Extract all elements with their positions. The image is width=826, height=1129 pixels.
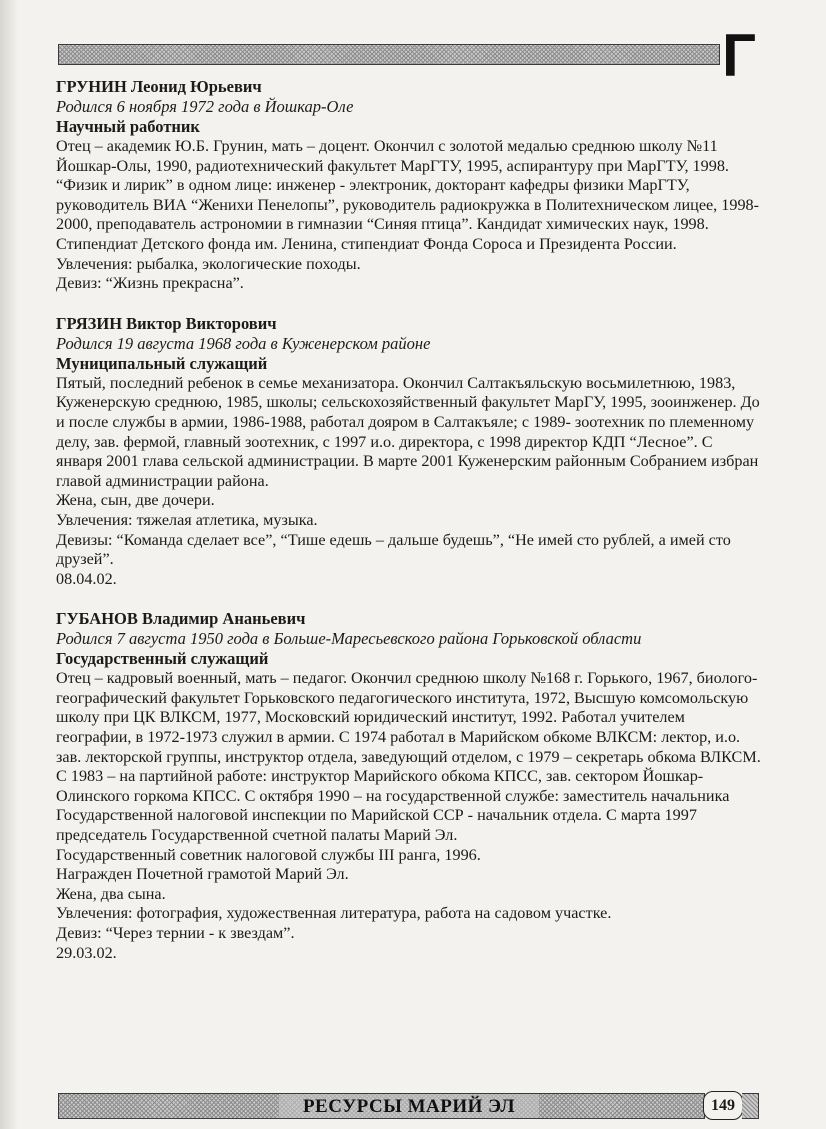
- page-content: [56, 77, 761, 983]
- bio-paragraph: Девиз: “Через тернии - к звездам”.: [56, 924, 295, 942]
- footer-hatched-bar: [58, 1093, 705, 1119]
- page-edge-shadow: [0, 0, 18, 1129]
- biography-text: [56, 137, 761, 294]
- birth-info: Родился 7 августа 1950 года в Больше-Маресьевского района Горьковской области: [56, 629, 642, 649]
- occupation: Научный работник: [56, 117, 200, 136]
- bio-paragraph: 29.03.02.: [56, 943, 117, 962]
- bio-paragraph: Государственный советник налоговой службы III ранга, 1996.: [56, 845, 481, 864]
- bio-paragraph: Пятый, последний ребенок в семье механизатора. Окончил Салтакъяльскую восьмилетнюю, 1983, Куженерскую среднюю, 1985, школы; сельскохозяйственный факультет МарГУ, 1995, зооинженер. До и после службы в армии, 1986-1988, работал дояром в Салтакъяле; с 1989- зоотехник по племенному делу, зав. фермой, главный зоотехник, с 1997 и.о. директора, с 1998 директор КДП “Лесное”. С января 2001 глава сельской администрации. В марте 2001 Куженерским районным Собранием избран главой администрации района.: [56, 373, 760, 490]
- occupation: Муниципальный служащий: [56, 353, 268, 373]
- footer-title: РЕСУРСЫ МАРИЙ ЭЛ: [279, 1094, 539, 1118]
- birth-info: Родился 19 августа 1968 года в Куженерском районе: [56, 333, 431, 353]
- bio-paragraph: Увлечения: фотография, художественная литература, работа на садовом участке.: [56, 904, 612, 923]
- person-name: ГУБАНОВ Владимир Ананьевич: [56, 609, 306, 629]
- page-number: 149: [703, 1091, 743, 1120]
- bio-paragraph: Девиз: “Жизнь прекрасна”.: [56, 274, 244, 293]
- bio-paragraph: Награжден Почетной грамотой Марий Эл.: [56, 865, 349, 884]
- person-name: ГРУНИН Леонид Юрьевич: [56, 77, 262, 96]
- footer-bar-tail: [742, 1093, 759, 1119]
- occupation: Государственный служащий: [56, 649, 269, 669]
- bio-paragraph: Отец – кадровый военный, мать – педагог. Окончил среднюю школу №168 г. Горького, 1967, биолого-географический факультет Горьковского педагогического института, 1972, Высшую комсомольскую школу при ЦК ВЛКСМ, 1977, Московский юридический институт, 1992. Работал учителем географии, в 1972-1973 служил в армии. С 1974 работал в Марийском обкоме ВЛКСМ: лектор, и.о. зав. лекторской группы, инструктор отдела, заведующий отделом, с 1979 – секретарь обкома ВЛКСМ. С 1983 – на партийной работе: инструктор Марийского обкома КПСС, зав. сектором Йошкар-Олинского горкома КПСС. С октября 1990 – на государственной службе: заместитель начальника Государственной налоговой инспекции по Марийской ССР - начальник отдела. С марта 1997 председатель Государственной счетной палаты Марий Эл.: [56, 669, 761, 845]
- bio-paragraph: Увлечения: рыбалка, экологические походы.: [56, 254, 361, 273]
- biography-entry-grunin: [56, 77, 761, 294]
- biography-text: [56, 669, 761, 963]
- bio-paragraph: Жена, сын, две дочери.: [56, 491, 215, 510]
- biography-text: [56, 374, 761, 590]
- section-letter: Г: [722, 22, 757, 89]
- bio-paragraph: Увлечения: тяжелая атлетика, музыка.: [56, 510, 318, 529]
- biography-entry-gubanov: [56, 609, 761, 963]
- person-name: ГРЯЗИН Виктор Викторович: [56, 313, 277, 333]
- bio-paragraph: 08.04.02.: [56, 569, 117, 588]
- bio-paragraph: Девизы: “Команда сделает все”, “Тише едешь – дальше будешь”, “Не имей сто рублей, а имей сто друзей”.: [56, 530, 731, 569]
- bio-paragraph: Жена, два сына.: [56, 884, 166, 903]
- biography-entry-gryazin: [56, 314, 761, 590]
- bio-paragraph: Отец – академик Ю.Б. Грунин, мать – доцент. Окончил с золотой медалью среднюю школу №11 Йошкар-Олы, 1990, радиотехнический факультет МарГТУ, 1995, аспирантуру при МарГТУ, 1998. “Физик и лирик” в одном лице: инженер - электроник, докторант кафедры физики МарГТУ, руководитель ВИА “Женихи Пенелопы”, руководитель радиокружка в Политехническом лицее, 1998-2000, преподаватель астрономии в гимназии “Синяя птица”. Кандидат химических наук, 1998. Стипендиат Детского фонда им. Ленина, стипендиат Фонда Сороса и Президента России.: [56, 137, 760, 253]
- birth-info: Родился 6 ноября 1972 года в Йошкар-Оле: [56, 97, 354, 116]
- header-hatched-bar: [58, 44, 720, 65]
